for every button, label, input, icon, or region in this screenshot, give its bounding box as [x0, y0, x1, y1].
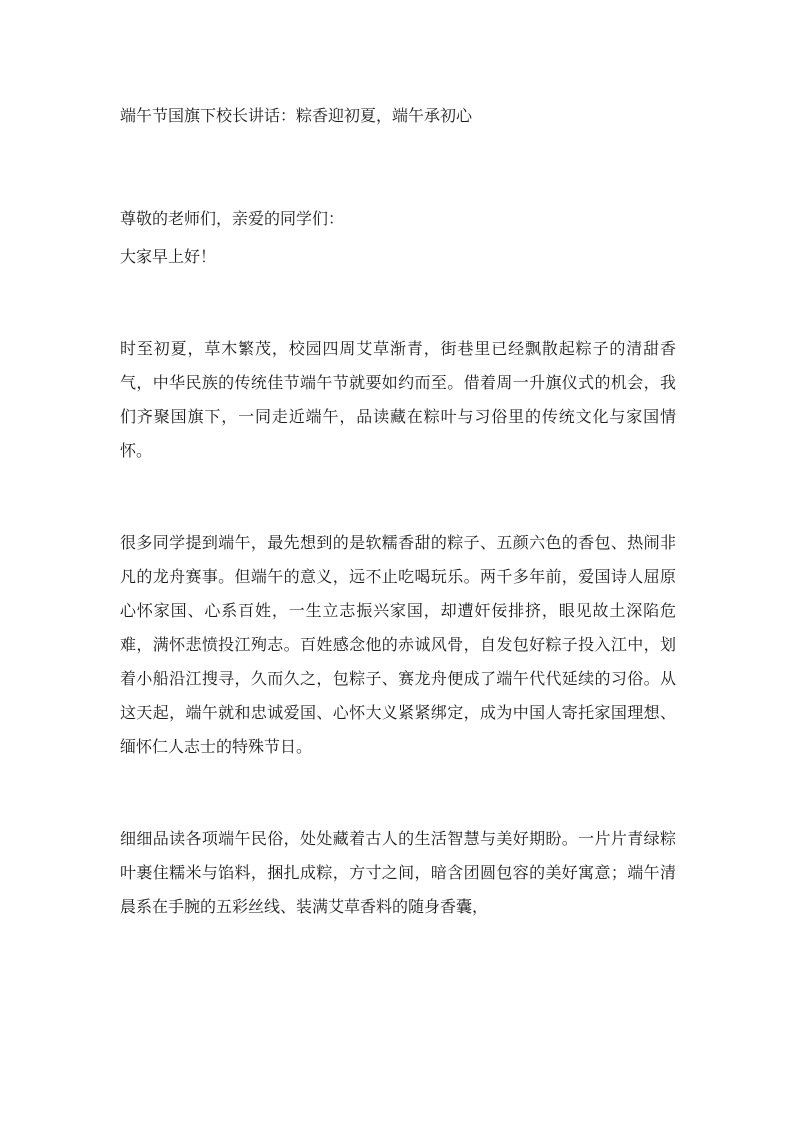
paragraph-2: 很多同学提到端午，最先想到的是软糯香甜的粽子、五颜六色的香包、热闹非凡的龙舟赛事。但端午的意义，远不止吃喝玩乐。两千多年前，爱国诗人屈原心怀家国、心系百姓，一生立志振兴家国，却遭奸佞排挤，眼见故土深陷危难，满怀悲愤投江殉志。百姓感念他的赤诚风骨，自发包好粽子投入江中，划着小船沿江搜寻，久而久之，包粽子、赛龙舟便成了端午代代延续的习俗。从这天起，端午就和忠诚爱国、心怀大义紧紧绑定，成为中国人寄托家国理想、缅怀仁人志士的特殊节日。: [120, 533, 676, 756]
document-title: 端午节国旗下校长讲话：粽香迎初夏，端午承初心: [120, 106, 473, 125]
paragraph-1: 时至初夏，草木繁茂，校园四周艾草渐青，街巷里已经飘散起粽子的清甜香气，中华民族的传统佳节端午节就要如约而至。借着周一升旗仪式的机会，我们齐聚国旗下，一同走近端午，品读藏在粽叶与习俗里的传统文化与家国情怀。: [120, 339, 676, 460]
greeting: 大家早上好！: [120, 247, 217, 266]
salutation: 尊敬的老师们，亲爱的同学们：: [120, 209, 345, 228]
paragraph-3: 细细品读各项端午民俗，处处藏着古人的生活智慧与美好期盼。一片片青绿粽叶裹住糯米与馅料，捆扎成粽，方寸之间，暗含团圆包容的美好寓意；端午清晨系在手腕的五彩丝线、装满艾草香料的随身香囊，: [120, 829, 676, 916]
document-page: [120, 104, 676, 924]
